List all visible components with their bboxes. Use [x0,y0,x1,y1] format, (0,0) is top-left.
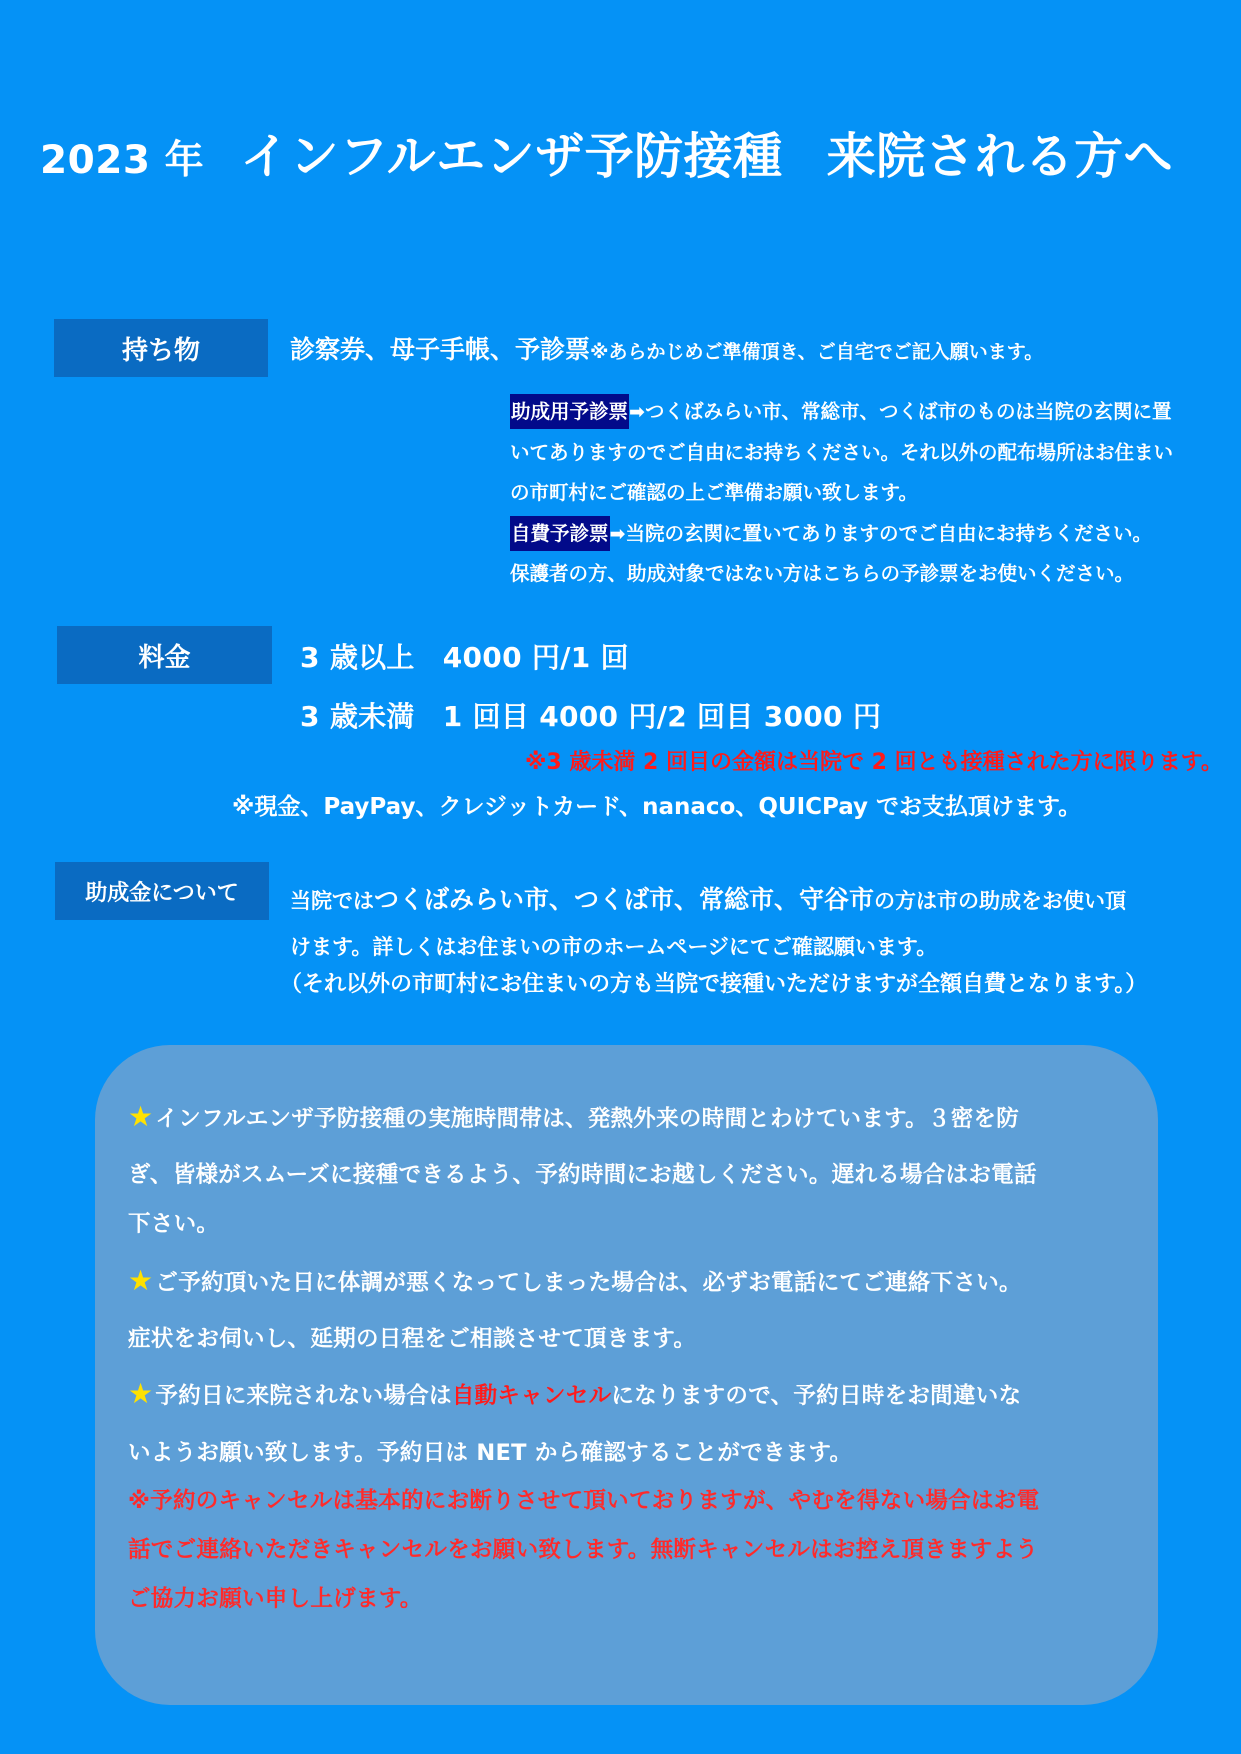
notice-1: ★インフルエンザ予防接種の実施時間帯は、発熱外来の時間とわけています。３密を防 [128,1100,1020,1133]
star-icon: ★ [128,1100,154,1133]
payment-methods: ※現金、PayPay、クレジットカード、nanaco、QUICPay でお支払頂けます。 [232,794,1082,820]
self-pay-questionnaire: 自費予診票➡当院の玄関に置いてありますのでご自由にお持ちください。 [510,514,1173,555]
arrow-icon: ➡ [629,401,645,423]
items-text [290,330,1043,366]
title-sub: 来院される方へ [826,128,1174,185]
subsidy-label: 助成金について [55,862,269,920]
items-main: 診察券、母子手帳、予診票 [290,335,591,364]
title-year: 2023 年 [40,138,205,183]
self-pay-questionnaire-tag: 自費予診票 [510,516,610,551]
subsidy-questionnaire: 助成用予診票➡つくばみらい市、常総市、つくば市のものは当院の玄関に置 [510,392,1173,433]
subsidy-cities: つくばみらい市、つくば市、常総市、守谷市 [374,885,875,914]
items-note: ※あらかじめご準備頂き、ご自宅でご記入願います。 [590,341,1044,363]
arrow-icon: ➡ [609,522,626,545]
items-label: 持ち物 [54,319,268,377]
subsidy-text: 当院ではつくばみらい市、つくば市、常総市、守谷市の方は市の助成をお使い頂 けます。詳しくはお住まいの市のホームページにてご確認願います。 [290,885,1127,959]
fee-row-under3: 3 歳未満 1 回目 4000 円/2 回目 3000 円 [300,700,882,733]
subsidy-note: （それ以外の市町村にお住まいの方も当院で接種いただけますが全額自費となります。） [280,972,1148,997]
fee-row-over3: 3 歳以上 4000 円/1 回 [300,641,629,674]
fee-note: ※3 歳未満 2 回目の金額は当院で 2 回とも接種された方に限ります。 [525,750,1223,775]
questionnaire-info: 助成用予診票➡つくばみらい市、常総市、つくば市のものは当院の玄関に置 いてありますのでご自由にお持ちください。それ以外の配布場所はお住まい の市町村にご確認の上ご準備お願い致します。 自費予診票➡当院の玄関に置いてありますのでご自由にお持ちください。 保護者の方、助成対象ではない方はこちらの予診票をお使いください。 [510,392,1173,595]
notice-2: ★ご予約頂いた日に体調が悪くなってしまった場合は、必ずお電話にてご連絡下さい。 [128,1264,1022,1297]
title-main: インフルエンザ予防接種 [240,128,783,185]
fees-label: 料金 [57,626,272,684]
star-icon: ★ [128,1377,154,1410]
subsidy-questionnaire-tag: 助成用予診票 [510,394,629,429]
notice-3: ★予約日に来院されない場合は自動キャンセルになりますので、予約日時をお間違いな [128,1377,1022,1410]
cancel-policy: ※予約のキャンセルは基本的にお断りさせて頂いておりますが、やむを得ない場合はお電 [128,1488,1040,1514]
page-title [40,118,1173,188]
auto-cancel-text: 自動キャンセル [451,1383,612,1409]
star-icon: ★ [128,1264,154,1297]
